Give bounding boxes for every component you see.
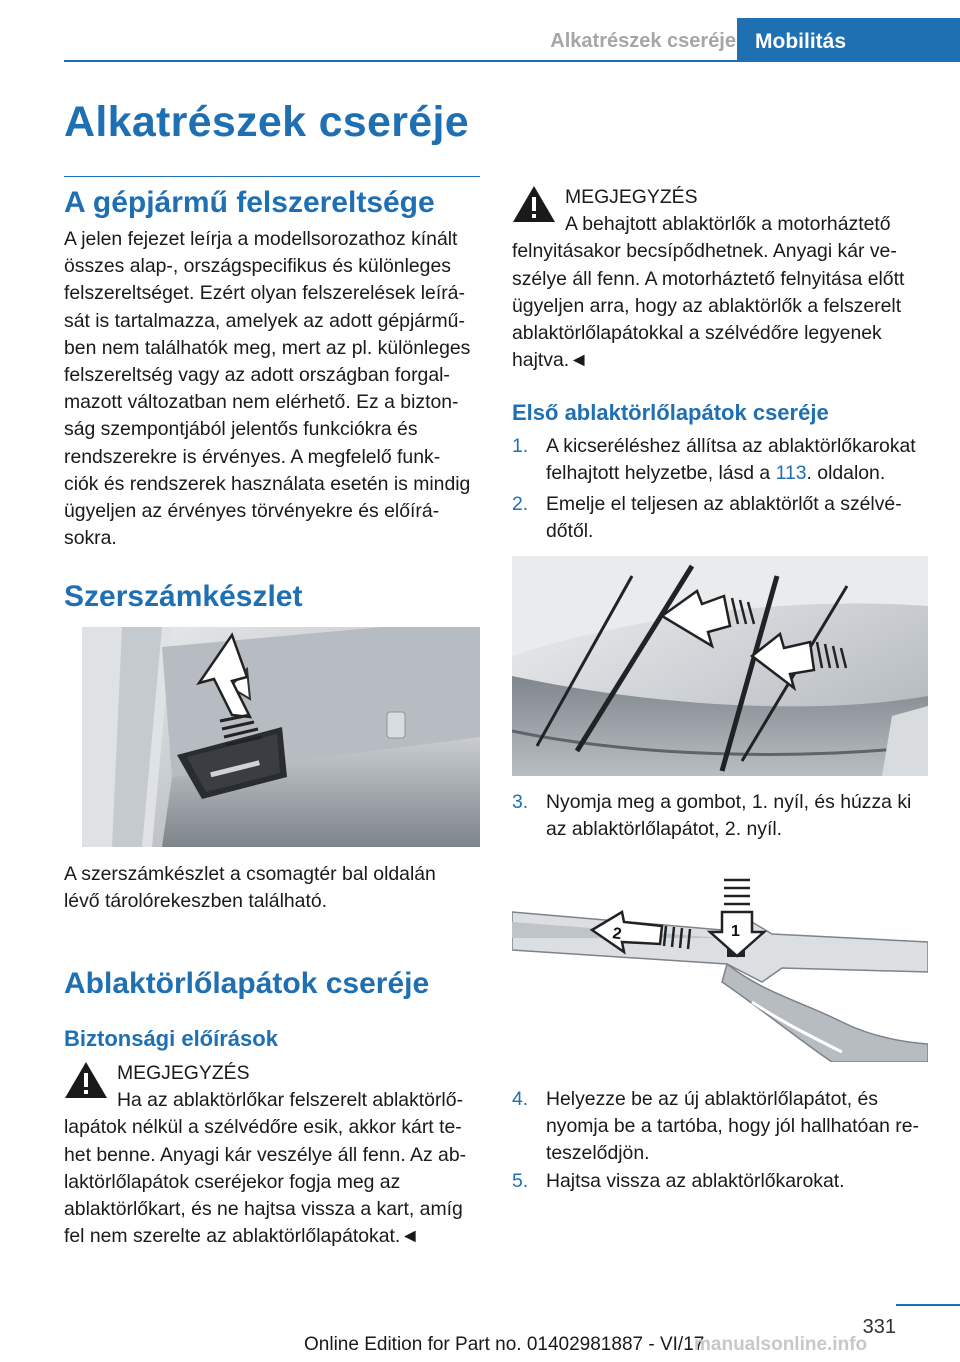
warning-line: Ha az ablaktörlőkar felszerelt ablaktörlő- [117,1089,463,1112]
equipment-line: sát is tartalmazza, amelyek az adott gépjármű- [64,309,465,332]
equipment-line: mazott változatban nem elérhető. Ez a bizton- [64,391,459,414]
equipment-line: összes alap-, országspecifikus és különleges [64,255,451,278]
equipment-line: felszereltség vagy az adott országban forgal- [64,364,450,387]
warning-line: het benne. Anyagi kár veszélye áll fenn. Az ab- [64,1143,467,1166]
warning-line: ablaktörlőkart, és ne hajtsa vissza a kart, amíg [64,1198,463,1221]
warning-line: lapátok nélkül a szélvédőre esik, akkor kárt te- [64,1116,462,1139]
windshield-figure [512,556,928,776]
step-line: Nyomja meg a gombot, 1. nyíl, és húzza ki [546,791,912,813]
equipment-heading: A gépjármű felszereltsége [64,186,435,219]
windshield-wipers-illustration [512,556,928,776]
equipment-line: ság szempontjából jelentős funkciókra és [64,418,418,441]
step-number: 2. [512,493,529,515]
title-rule [64,176,480,177]
warning-line: A behajtott ablaktörlők a motorháztető [565,213,891,236]
equipment-line: felszereltséget. Ezért olyan felszerelések leírá- [64,282,465,305]
equipment-line: A jelen fejezet leírja a modellsorozathoz kínált [64,228,458,250]
page-title: Alkatrészek cseréje [64,98,469,146]
step-number: 4. [512,1088,529,1110]
step-line: nyomja be a tartóba, hogy jól hallhatóan re- [546,1115,919,1138]
warning-line: szélye áll fenn. A motorháztető felnyitása előtt [512,267,905,290]
toolkit-caption-line: A szerszámkészlet a csomagtér bal oldalán [64,863,436,885]
warning-line: ügyeljen arra, hogy az ablaktörlők a felszerelt [512,294,902,317]
wiper-blade-illustration [512,872,928,1062]
warning-box-2 [512,184,932,374]
step-line: A kicseréléshez állítsa az ablaktörlőkarokat [546,435,916,457]
wipers-heading: Ablaktörlőlapátok cseréje [64,967,430,1000]
wiper-blade-figure [512,872,928,1062]
step-line [546,460,928,487]
step-line-text: felhajtott helyzetbe, lásd a [546,462,776,485]
step-line: dőtől. [546,520,594,543]
watermark: manualsonline.info [694,1334,868,1355]
warning-line: felnyitásakor becsípődhetnek. Anyagi kár ve- [512,240,897,263]
step-line: teszelődjön. [546,1142,650,1165]
warning-line: laktörlőlapátok cseréjekor fogja meg az [64,1170,401,1193]
toolkit-figure [82,627,480,847]
warning-triangle-icon [512,184,556,224]
step-line-text: . oldalon. [806,462,886,485]
step-5 [512,1168,928,1195]
safety-heading: Biztonsági előírások [64,1026,278,1051]
step-line: Hajtsa vissza az ablaktörlőkarokat. [546,1170,845,1192]
step-number: 5. [512,1170,529,1192]
arrow-1-label: 1 [731,923,740,940]
step-line: Emelje el teljesen az ablaktörlőt a szélvé- [546,493,902,515]
step-4 [512,1086,928,1168]
equipment-paragraph [64,226,484,552]
header-chapter-tab[interactable]: Mobilitás [737,18,960,62]
footer-rule [896,1304,960,1306]
equipment-line: ben nem találhatók meg, mert az pl. különleges [64,336,471,359]
arrow-2-label: 2 [611,925,623,944]
toolkit-heading: Szerszámkészlet [64,580,303,613]
warning-line: fel nem szerelte az ablaktörlőlapátokat.◄ [64,1225,420,1248]
step-2 [512,491,928,545]
equipment-line: rendszerekre is érvényes. A megfelelő funk- [64,445,441,468]
warning-label: MEGJEGYZÉS [565,186,698,208]
warning-label: MEGJEGYZÉS [117,1062,250,1084]
page-link[interactable]: 113 [775,462,807,485]
warning-triangle-icon [64,1060,108,1100]
front-wipers-heading: Első ablaktörlőlapátok cseréje [512,400,829,425]
step-line: Helyezze be az új ablaktörlőlapátot, és [546,1088,878,1110]
equipment-line: ügyeljen az érvényes törvényekre és előírá- [64,500,440,523]
warning-box-1 [64,1060,484,1250]
footer-edition: Online Edition for Part no. 01402981887 - VI/17 [304,1334,705,1355]
warning-line: hajtva.◄ [512,349,589,372]
equipment-section [64,186,484,552]
page-number: 331 [862,1316,896,1338]
equipment-line: ciók és rendszerek használata esetén is mindig [64,472,471,495]
trunk-illustration [82,627,480,847]
equipment-line: sokra. [64,527,117,550]
warning-line: ablaktörlőlapátokkal a szélvédőre legyenek [512,322,882,345]
step-number: 1. [512,435,529,457]
step-1 [512,433,928,487]
step-number: 3. [512,791,529,813]
header-section-title: Alkatrészek cseréje [550,30,736,52]
toolkit-caption [64,861,484,915]
toolkit-caption-line: lévő tárolórekeszben található. [64,890,328,913]
step-line: az ablaktörlőlapátot, 2. nyíl. [546,818,783,841]
step-3 [512,789,928,843]
